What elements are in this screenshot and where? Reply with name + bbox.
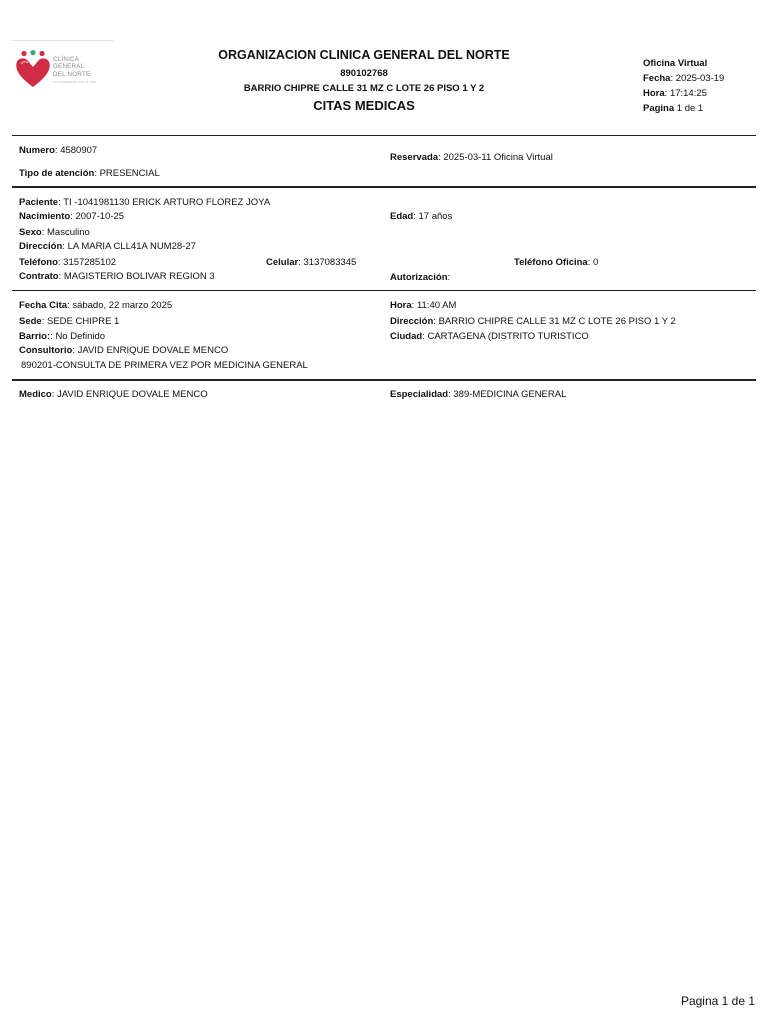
especialidad-field: Especialidad: 389-MEDICINA GENERAL: [390, 389, 567, 400]
logo-line-1: CLÍNICA: [53, 56, 80, 63]
reservada-value: 2025-03-11 Oficina Virtual: [443, 152, 553, 163]
contrato-label: Contrato: [19, 271, 59, 282]
tipo-atencion-field: Tipo de atención: PRESENCIAL: [19, 168, 160, 179]
medico-value: JAVID ENRIQUE DOVALE MENCO: [57, 389, 208, 400]
paciente-field: Paciente: TI -1041981130 ERICK ARTURO FLOREZ JOYA: [19, 197, 271, 208]
celular-label: Celular: [266, 257, 299, 268]
footer-page-number: Pagina 1 de 1: [680, 994, 755, 1008]
contrato-value: MAGISTERIO BOLIVAR REGION 3: [63, 271, 215, 282]
header-hora-value: 17:14:25: [669, 88, 707, 99]
clinic-logo: [12, 42, 114, 90]
heart-logo-icon: [15, 50, 51, 88]
header-fecha-value: 2025-03-19: [675, 73, 725, 84]
logo-tagline: un compromiso con la vida: [53, 80, 96, 84]
procedimiento-text: 890201-CONSULTA DE PRIMERA VEZ POR MEDICINA GENERAL: [21, 360, 308, 371]
tipo-atencion-value: PRESENCIAL: [99, 168, 160, 179]
tipo-atencion-label: Tipo de atención: [19, 168, 95, 179]
paciente-label: Paciente: [19, 197, 59, 208]
consultorio-value: JAVID ENRIQUE DOVALE MENCO: [77, 345, 229, 356]
header-meta: Oficina Virtual Fecha: 2025-03-19 Hora: 17:14:25 Pagina 1 de 1: [643, 58, 725, 114]
especialidad-label: Especialidad: [390, 389, 449, 400]
nacimiento-field: Nacimiento: 2007-10-25: [19, 211, 125, 222]
paciente-value: TI -1041981130 ERICK ARTURO FLOREZ JOYA: [63, 197, 271, 208]
numero-value: 4580907: [60, 145, 98, 156]
hora-cita-field: Hora: 11:40 AM: [390, 300, 457, 311]
fecha-cita-label: Fecha Cita: [19, 300, 68, 311]
header-hora-label: Hora: [643, 88, 665, 99]
telefono-oficina-label: Teléfono Oficina: [514, 257, 588, 268]
ciudad-value: CARTAGENA (DISTRITO TURISTICO: [427, 331, 589, 342]
consultorio-field: Consultorio: JAVID ENRIQUE DOVALE MENCO: [19, 345, 229, 356]
hora-cita-value: 11:40 AM: [416, 300, 457, 311]
nacimiento-label: Nacimiento: [19, 211, 71, 222]
sede-field: Sede: SEDE CHIPRE 1: [19, 316, 120, 327]
numero-label: Numero: [19, 145, 55, 156]
contrato-field: Contrato: MAGISTERIO BOLIVAR REGION 3: [19, 271, 215, 282]
sede-label: Sede: [19, 316, 42, 327]
organization-name: ORGANIZACION CLINICA GENERAL DEL NORTE: [218, 48, 510, 62]
ciudad-label: Ciudad: [390, 331, 423, 342]
header-fecha-label: Fecha: [643, 73, 671, 84]
barrio-label: Barrio:: [19, 331, 51, 342]
reservada-field: Reservada: 2025-03-11 Oficina Virtual: [390, 152, 553, 163]
sexo-field: Sexo: Masculino: [19, 227, 90, 238]
direccion-paciente-label: Dirección: [19, 241, 63, 252]
divider-4: [12, 379, 756, 381]
medico-field: Medico: JAVID ENRIQUE DOVALE MENCO: [19, 389, 208, 400]
telefono-oficina-field: Teléfono Oficina: 0: [514, 257, 599, 268]
divider-2: [12, 186, 756, 188]
divider-1: [12, 135, 756, 136]
edad-label: Edad: [390, 211, 414, 222]
sexo-value: Masculino: [47, 227, 90, 238]
logo-line-3: DEL NORTE: [53, 70, 91, 78]
autorizacion-label: Autorización: [390, 272, 448, 283]
direccion-paciente-field: Dirección: LA MARIA CLL41A NUM28-27: [19, 241, 196, 252]
celular-value: 3137083345: [303, 257, 357, 268]
consultorio-label: Consultorio: [19, 345, 73, 356]
barrio-value: No Definido: [55, 331, 106, 342]
divider-3: [12, 290, 756, 291]
medico-label: Medico: [19, 389, 52, 400]
especialidad-value: 389-MEDICINA GENERAL: [453, 389, 567, 400]
autorizacion-field: Autorización:: [390, 272, 451, 283]
organization-address: BARRIO CHIPRE CALLE 31 MZ C LOTE 26 PISO 1 Y 2: [243, 83, 485, 94]
telefono-label: Teléfono: [19, 257, 58, 268]
nacimiento-value: 2007-10-25: [75, 211, 125, 222]
numero-field: Numero: 4580907: [19, 145, 98, 156]
document-title: CITAS MEDICAS: [313, 98, 415, 113]
hora-cita-label: Hora: [390, 300, 412, 311]
fecha-cita-value: sábado, 22 marzo 2025: [72, 300, 173, 311]
logo-text: [53, 56, 90, 78]
header-pagina-label: Pagina: [643, 103, 675, 114]
barrio-field: Barrio:: No Definido: [19, 331, 106, 342]
direccion-sede-label: Dirección: [390, 316, 434, 327]
direccion-sede-field: Dirección: BARRIO CHIPRE CALLE 31 MZ C LOTE 26 PISO 1 Y 2: [390, 316, 676, 327]
reservada-label: Reservada: [390, 152, 439, 163]
telefono-oficina-value: 0: [593, 257, 599, 268]
edad-field: Edad: 17 años: [390, 211, 453, 222]
sede-value: SEDE CHIPRE 1: [47, 316, 120, 327]
logo-top-line: [12, 40, 114, 41]
direccion-paciente-value: LA MARIA CLL41A NUM28-27: [67, 241, 196, 252]
sexo-label: Sexo: [19, 227, 42, 238]
direccion-sede-value: BARRIO CHIPRE CALLE 31 MZ C LOTE 26 PISO 1 Y 2: [438, 316, 676, 327]
telefono-field: Teléfono: 3157285102: [19, 257, 117, 268]
office-label: Oficina Virtual: [643, 58, 708, 69]
edad-value: 17 años: [418, 211, 453, 222]
logo-line-2: GENERAL: [53, 63, 85, 71]
fecha-cita-field: Fecha Cita: sábado, 22 marzo 2025: [19, 300, 173, 311]
ciudad-field: Ciudad: CARTAGENA (DISTRITO TURISTICO: [390, 331, 589, 342]
celular-field: Celular: 3137083345: [266, 257, 357, 268]
telefono-value: 3157285102: [63, 257, 117, 268]
header-pagina-value: 1 de 1: [676, 103, 704, 114]
organization-nit: 890102768: [340, 68, 388, 79]
